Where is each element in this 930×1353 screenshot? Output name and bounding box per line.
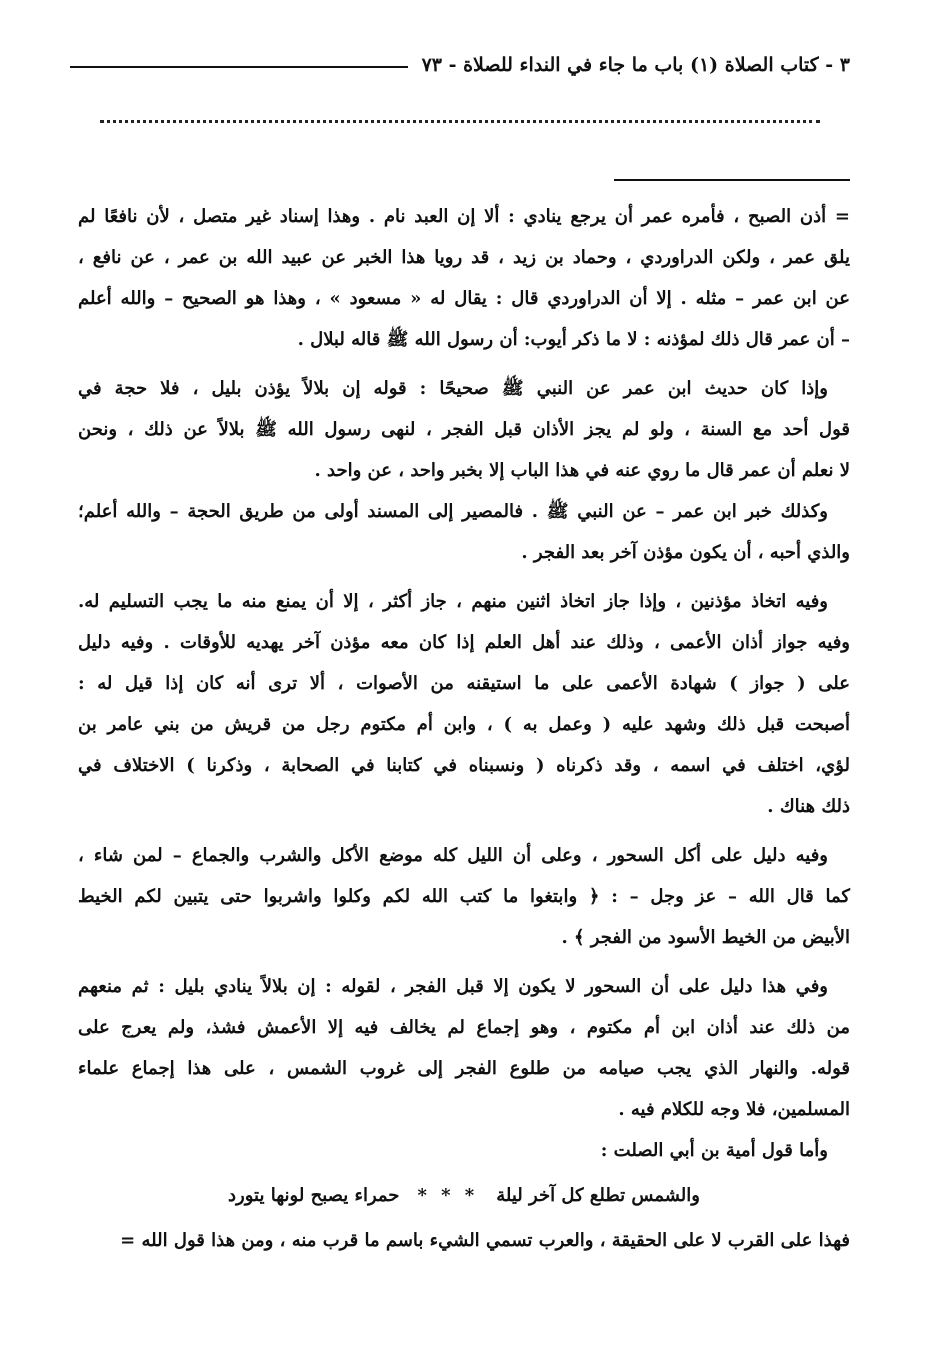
verse-second-hemistich: حمراء يصبح لونها يتورد [228,1185,400,1206]
header-rule [70,66,408,68]
dotted-divider [100,120,820,123]
text-line: على ( جواز ) شهادة الأعمى على ما استيقنه من الأصوات ، ألا ترى أنه كان إذا قيل له : [78,673,850,694]
text-line: كما قال الله – عز وجل – : ﴿ وابتغوا ما كتب الله لكم وكلوا واشربوا حتى يتبين لكم الخيط [78,886,850,907]
text-line: الأبيض من الخيط الأسود من الفجر ﴾ . [561,927,850,948]
verse-separator: * * * [417,1185,479,1206]
text-line: يلق عمر ، ولكن الدراوردي ، وحماد بن زيد ، قد رويا هذا الخبر عن عبيد الله بن عمر ، عن نافع ، [78,247,850,268]
page-header [70,48,850,82]
poem-verse [78,1175,850,1216]
text-line: وفيه جواز أذان الأعمى ، وذلك عند أهل العلم إذا كان معه مؤذن آخر يهديه للأوقات . وفيه دليل [78,632,850,653]
footnote-separator [614,179,850,181]
text-line: من ذلك عند أذان ابن أم مكتوم ، وهو إجماع لم يخالف فيه إلا الأعمش فشذ، ولم يعرج على [78,1017,850,1038]
text-line: وكذلك خبر ابن عمر – عن النبي ﷺ . فالمصير إلى المسند أولى من طريق الحجة – والله أعلم؛ [78,501,828,522]
running-title: ٣ - كتاب الصلاة (١) باب ما جاء في النداء للصلاة - ٧٣ [421,54,850,76]
text-line: وفي هذا دليل على أن السحور لا يكون إلا قبل الفجر ، لقوله : إن بلالاً ينادي بليل : ثم منعهم [78,976,828,997]
text-line: قوله. والنهار الذي يجب صيامه من طلوع الفجر إلى غروب الشمس ، على هذا إجماع علماء [78,1058,850,1079]
text-line: = أذن الصبح ، فأمره عمر أن يرجع ينادي : ألا إن العبد نام . وهذا إسناد غير متصل ، لأن نافعًا لم [78,206,850,227]
verse-first-hemistich: والشمس تطلع كل آخر ليلة [496,1185,700,1206]
text-line: وفيه دليل على أكل السحور ، وعلى أن الليل كله موضع الأكل والشرب والجماع – لمن شاء ، [78,845,828,866]
text-line: قول أحد مع السنة ، ولو لم يجز الأذان قبل الفجر ، لنهى رسول الله ﷺ بلالاً عن ذلك ، ونحن [78,419,850,440]
text-line: – أن عمر قال ذلك لمؤذنه : لا ما ذكر أيوب: أن رسول الله ﷺ قاله لبلال . [297,329,850,350]
main-text [78,196,850,1261]
poem-intro: وأما قول أمية بن أبي الصلت : [600,1140,828,1161]
text-line: أصبحت قبل ذلك وشهد عليه ( وعمل به ) ، وابن أم مكتوم رجل من قريش من بني عامر بن [78,714,850,735]
text-line: لا نعلم أن عمر قال ما روي عنه في هذا الباب إلا بخبر واحد ، عن واحد . [314,460,850,481]
text-line: المسلمين، فلا وجه للكلام فيه . [618,1099,850,1120]
text-line: والذي أحبه ، أن يكون مؤذن آخر بعد الفجر . [521,542,850,563]
text-line: وفيه اتخاذ مؤذنين ، وإذا جاز اتخاذ اثنين منهم ، جاز أكثر ، إلا أن يمنع منه ما يجب التسليم له. [78,591,828,612]
text-line: ذلك هناك . [767,796,850,817]
text-line: عن ابن عمر – مثله . إلا أن الدراوردي قال : يقال له « مسعود » ، وهذا هو الصحيح – والله أعلم [78,288,850,309]
text-line-final: فهذا على القرب لا على الحقيقة ، والعرب تسمي الشيء باسم ما قرب منه ، ومن هذا قول الله = [120,1230,850,1251]
text-line: وإذا كان حديث ابن عمر عن النبي ﷺ صحيحًا : قوله إن بلالاً يؤذن بليل ، فلا حجة في [78,378,828,399]
text-line: لؤي، اختلف في اسمه ، وقد ذكرناه ( ونسبناه في كتابنا في الصحابة ، وذكرنا ) الاختلاف في [78,755,850,776]
